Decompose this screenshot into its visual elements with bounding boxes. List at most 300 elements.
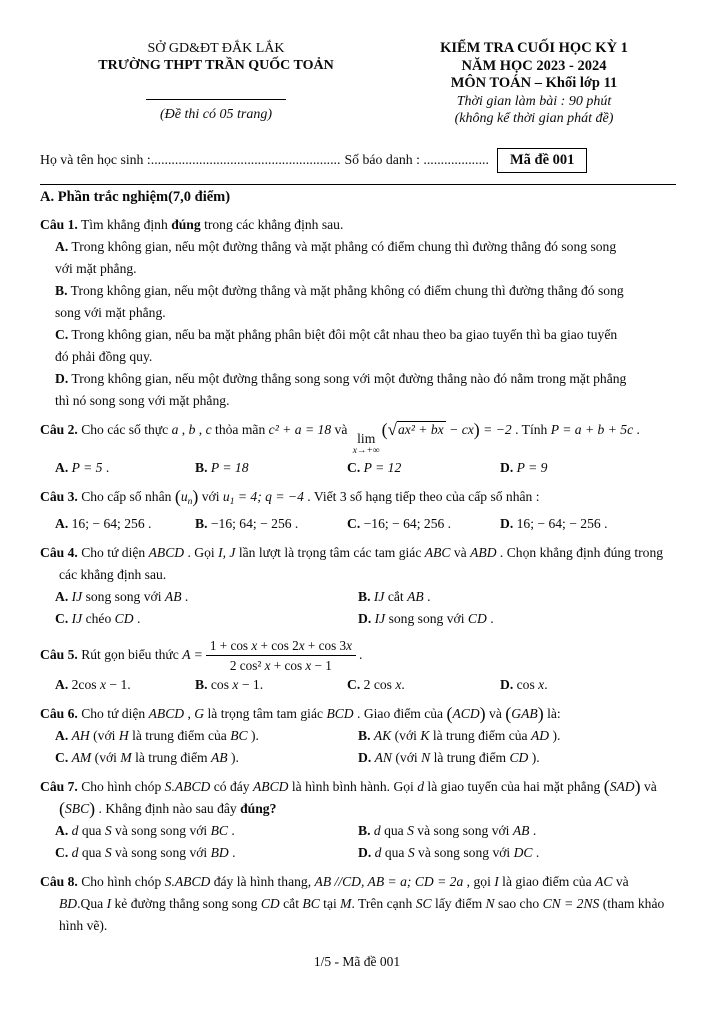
option-key: A. [55,822,69,838]
math-text: CD [467,610,487,626]
math-text: P = 12 [363,459,402,475]
math-text: x [346,637,352,653]
math-text: S [407,844,415,860]
math-text: b [188,421,196,437]
option-a [55,586,358,608]
question-label: Câu 6. [40,705,78,721]
text: . [181,588,189,604]
question-stem [40,419,676,457]
math-text: P = 9 [516,459,548,475]
text: . Chọn khẳng định đúng trong các khẳng định sau. [59,544,664,582]
paren: ) [634,776,641,797]
option-d [500,457,676,479]
subject-line: MÔN TOÁN – Khối lớp 11 [450,75,618,91]
question-6 [40,703,676,769]
math-text: BD [210,844,229,860]
math-text: x [305,657,312,673]
option-key: C. [347,515,361,531]
math-text: IJ [71,610,83,626]
options-1 [40,236,676,412]
text: . Trên cạnh [351,895,416,911]
radical-sign: √ [387,419,397,439]
math-text: ABCD [148,544,185,560]
option-d [358,608,676,630]
text: (với [391,727,421,743]
math-text: d [71,822,79,838]
header-left [40,40,392,128]
math-text: N [421,749,431,765]
text: Cho hình chóp [81,778,165,794]
math-text: x [538,676,545,692]
options-5 [55,674,676,696]
var-base: u [180,488,188,504]
text: đáy là hình thang, [210,873,315,889]
option-key: D. [55,370,69,386]
text: và song song với [413,822,513,838]
text: là trung điểm của [128,727,231,743]
option-key: D. [500,459,514,475]
text: là trung điểm của [429,727,531,743]
math-text: IJ [71,588,83,604]
question-stem [40,703,676,725]
exam-header [40,40,676,128]
student-info-row [40,148,676,173]
limit-notation [353,432,380,457]
math-text: P = a + b + 5c [550,421,634,437]
math-text: CD [260,895,280,911]
math-text: − cx [445,421,474,437]
option-a [55,674,195,696]
options-2 [55,457,676,479]
paren: ) [479,703,486,724]
option-key: B. [55,282,68,298]
option-b [358,586,676,608]
text: với [198,488,223,504]
math-text: AB //CD, AB = a; CD = 2a [314,873,464,889]
text: . [529,822,537,838]
paren: ) [473,419,480,439]
math-text: CD [114,610,134,626]
text: . Giao điểm của [353,705,447,721]
option-key: D. [500,676,514,692]
header-divider [146,99,286,100]
text: −16; − 64; 256 . [363,515,452,531]
math-text: x [264,657,271,673]
option-b [195,674,347,696]
text: (với [392,749,422,765]
bold-text: đúng? [240,800,277,816]
option-b [195,457,347,479]
text: sao cho [494,895,543,911]
var-subscript: n [187,496,193,507]
text: 16; − 64; − 256 . [516,515,608,531]
var-base: u [222,488,230,504]
math-text: ABD [470,544,497,560]
bold-text: đúng [171,216,201,232]
paren: ) [89,798,96,819]
math-text: S [104,844,112,860]
header-right [392,40,676,128]
option-key: A. [55,676,69,692]
text: qua [380,822,408,838]
student-id-label: Số báo danh : ................... [344,152,489,167]
student-name-label: Họ và tên học sinh :....................................................... [40,152,341,167]
text: , [178,421,189,437]
limit-word: lim [357,430,376,446]
math-text: BC [210,822,228,838]
text: Cho cấp số nhân [81,488,175,504]
math-text: AB [407,588,424,604]
math-text: I [106,895,112,911]
exam-code-box: Mã đề 001 [497,148,587,173]
math-text: BC [230,727,248,743]
option-key: D. [358,610,372,626]
paren: ( [381,419,388,439]
math-text: CN = 2NS [542,895,600,911]
text: (với [91,749,121,765]
math-text: M [120,749,132,765]
text: là trọng tâm tam giác [204,705,327,721]
text: là hình bình hành. Gọi [288,778,418,794]
math-text: I, J [218,544,236,560]
text: , gọi [463,873,495,889]
text: . [532,844,540,860]
text: Rút gọn biểu thức [81,646,183,662]
math-text: a [171,421,179,437]
math-text: x [298,637,305,653]
options-4 [55,586,676,630]
math-text: d [417,778,425,794]
text: 16; − 64; 256 . [71,515,152,531]
text: cắt [384,588,408,604]
math-text: H [118,727,129,743]
option-b [358,820,676,842]
math-text: SAD [609,778,635,794]
school-name: TRƯỜNG THPT TRẦN QUỐC TOẢN [98,58,334,73]
text: . [358,646,363,662]
text: Cho các số thực [81,421,172,437]
paren: ( [505,703,512,724]
text: 2cos [71,676,100,692]
math-text: SC [415,895,432,911]
fraction [206,637,356,674]
text: cos [516,676,539,692]
text: . Viết 3 số hạng tiếp theo của cấp số nhân : [303,488,540,504]
option-c [347,674,500,696]
fraction-denominator [226,656,336,674]
options-6 [55,725,676,769]
text: tại [319,895,341,911]
text: và [485,705,506,721]
math-text: ABC [424,544,451,560]
math-text: M [340,895,352,911]
pages-note: (Đề thi có 05 trang) [160,107,272,122]
math-text: c [205,421,212,437]
question-1 [40,214,676,412]
option-c [55,324,627,368]
text: Trong không gian, nếu ba mặt phẳng phân biệt đôi một cắt nhau theo ba giao tuyến thì ba giao tuyến đó phải đồng quy. [55,326,618,364]
option-a [55,725,358,747]
option-key: D. [500,515,514,531]
math-text: ABCD [148,705,185,721]
school-year: NĂM HỌC 2023 - 2024 [461,57,607,74]
math-text: A = [182,646,203,662]
question-7 [40,776,676,864]
text: . Khẳng định nào sau đây [95,800,241,816]
option-key: A. [55,727,69,743]
option-key: D. [358,749,372,765]
math-text: SBC [64,800,90,816]
text: . [423,588,431,604]
subscripted-var [222,488,235,507]
option-key: C. [55,749,69,765]
math-text: d [374,844,382,860]
option-key: D. [358,844,372,860]
questions-list [40,214,676,937]
question-stem [40,542,676,586]
subscripted-var [180,488,193,507]
math-text: DC [513,844,533,860]
text: Trong không gian, nếu một đường thẳng và mặt phẳng có điểm chung thì đường thẳng đó song song với mặt phẳng. [55,238,617,276]
math-text: G [194,705,205,721]
text: . [544,676,548,692]
paren: ) [192,486,199,507]
text: là: [543,705,561,721]
paren: ( [446,703,453,724]
text: qua [78,844,105,860]
math-text: x [99,676,106,692]
text: (tham khảo hình vẽ). [59,895,665,933]
question-3 [40,486,676,535]
text: − 1. [106,676,131,692]
text: . [228,844,236,860]
option-key: B. [358,822,371,838]
text: là giao tuyến của hai mặt phẳng [424,778,604,794]
text: qua [381,844,408,860]
text: . [227,822,235,838]
text: + cos 3 [304,637,347,653]
text: ). [247,727,259,743]
radicand: ax² + bx [398,421,444,437]
option-a [55,236,627,280]
math-text: c² + a = 18 [268,421,332,437]
text: song song với [385,610,468,626]
text: và song song với [111,844,211,860]
math-text: P = 5 [71,459,103,475]
text: 2 cos [363,676,396,692]
option-key: B. [358,727,371,743]
math-text: BC [302,895,320,911]
math-text: I [494,873,499,889]
math-text: BD [59,895,78,911]
math-text: AM [71,749,92,765]
text: là trung điểm [131,749,211,765]
option-a [55,820,358,842]
math-text: IJ [373,588,385,604]
sqrt-notation [387,419,446,439]
text: Trong không gian, nếu một đường thẳng song song với một đường thẳng nào đó nằm trong mặt phẳng thì nó song song với mặt phẳng. [55,370,627,408]
math-text: S [104,822,112,838]
text: , [184,705,195,721]
var-subscript: 1 [229,496,235,507]
text: là trung điểm [430,749,510,765]
fraction-numerator [206,637,356,656]
math-text: IJ [374,610,386,626]
math-text: S.ABCD [164,778,211,794]
option-key: C. [347,676,361,692]
paren: ( [603,776,610,797]
text: Cho hình chóp [81,873,165,889]
option-key: C. [347,459,361,475]
text: qua [78,822,105,838]
exam-title: KIỂM TRA CUỐI HỌC KỲ 1 [440,40,628,56]
option-c [347,457,500,479]
text: . [486,610,494,626]
question-4 [40,542,676,630]
math-text: GAB [511,705,538,721]
option-d [358,747,676,769]
option-key: A. [55,459,69,475]
question-label: Câu 2. [40,421,78,437]
text: Trong không gian, nếu một đường thẳng và mặt phẳng không có điểm chung thì đường thẳng đó song song với mặt phẳng. [55,282,624,320]
option-d [500,674,676,696]
math-text: AN [374,749,392,765]
text: 1 + cos [209,637,252,653]
math-text: AH [71,727,90,743]
text: trong các khẳng định sau. [200,216,344,232]
question-5 [40,637,676,696]
math-text: S.ABCD [164,873,211,889]
text: và [450,544,471,560]
question-label: Câu 4. [40,544,78,560]
text: và [331,421,351,437]
text: . [633,421,640,437]
options-3 [55,513,676,535]
question-stem [40,486,676,513]
question-label: Câu 5. [40,646,78,662]
math-text: ACD [452,705,480,721]
text: −16; 64; − 256 . [210,515,299,531]
math-text: d [373,822,381,838]
text: Tìm khẳng định [80,216,172,232]
question-2 [40,419,676,479]
option-c [55,608,358,630]
question-label: Câu 8. [40,873,78,889]
text: song song với [82,588,165,604]
option-b [195,513,347,535]
option-key: B. [195,515,208,531]
text: thỏa mãn [211,421,269,437]
option-key: B. [195,676,208,692]
math-text: BCD [326,705,354,721]
text: có đáy [210,778,253,794]
text: cos [210,676,233,692]
text: + cos [270,657,306,673]
limit-subscript: x→+∞ [352,446,380,457]
option-key: B. [195,459,208,475]
question-label: Câu 1. [40,216,78,232]
question-stem [40,776,676,820]
text: ). [549,727,561,743]
text: .Qua [77,895,107,911]
option-a [55,457,195,479]
option-key: C. [55,610,69,626]
math-text: AB [164,588,182,604]
duration-line: Thời gian làm bài : 90 phút [456,93,612,109]
option-key: B. [358,588,371,604]
math-text: = −2 [479,421,512,437]
math-text: AB [210,749,228,765]
math-text: P = 18 [210,459,249,475]
question-label: Câu 3. [40,488,78,504]
math-text: AC [595,873,613,889]
math-text: x [251,637,258,653]
option-key: A. [55,515,69,531]
math-text: CD [509,749,529,765]
option-c [347,513,500,535]
option-d [500,513,676,535]
question-stem [40,637,676,674]
text: − 1. [238,676,264,692]
text: − 1 [311,657,332,673]
option-key: C. [55,844,69,860]
math-text: AD [530,727,550,743]
text: là giao điểm của [498,873,596,889]
math-text: AK [373,727,392,743]
section-a-heading: A. Phần trắc nghiệm(7,0 điểm) [40,184,676,207]
text: Cho tứ diện [81,705,149,721]
text: . [102,459,110,475]
text: lần lượt là trọng tâm các tam giác [235,544,425,560]
text: , [195,421,206,437]
text: và song song với [111,822,211,838]
paren: ( [174,486,181,507]
text: chéo [82,610,115,626]
department-name: SỞ GD&ĐT ĐẮK LẮK [147,41,285,56]
text: ). [227,749,239,765]
question-stem [40,214,676,236]
math-text: d [71,844,79,860]
math-text: S [407,822,414,838]
text: ). [528,749,540,765]
math-text: ABCD [252,778,289,794]
math-text: x [395,676,402,692]
text: . [401,676,405,692]
text: . Gọi [184,544,219,560]
text: + cos 2 [257,637,299,653]
text: lấy điểm [431,895,486,911]
text: Cho tứ diện [81,544,149,560]
math-text: N [485,895,495,911]
paren: ( [59,798,65,819]
option-d [55,368,627,412]
question-8 [40,871,676,937]
option-a [55,513,195,535]
option-b [358,725,676,747]
option-b [55,280,627,324]
text: . Tính [511,421,551,437]
math-text: = 4; q = −4 [234,488,304,504]
option-key: C. [55,326,69,342]
text: và [612,873,629,889]
option-c [55,747,358,769]
text: 2 cos² [229,657,265,673]
option-c [55,842,358,864]
text: cắt [279,895,303,911]
question-stem [40,871,676,937]
option-d [358,842,676,864]
option-key: A. [55,238,69,254]
